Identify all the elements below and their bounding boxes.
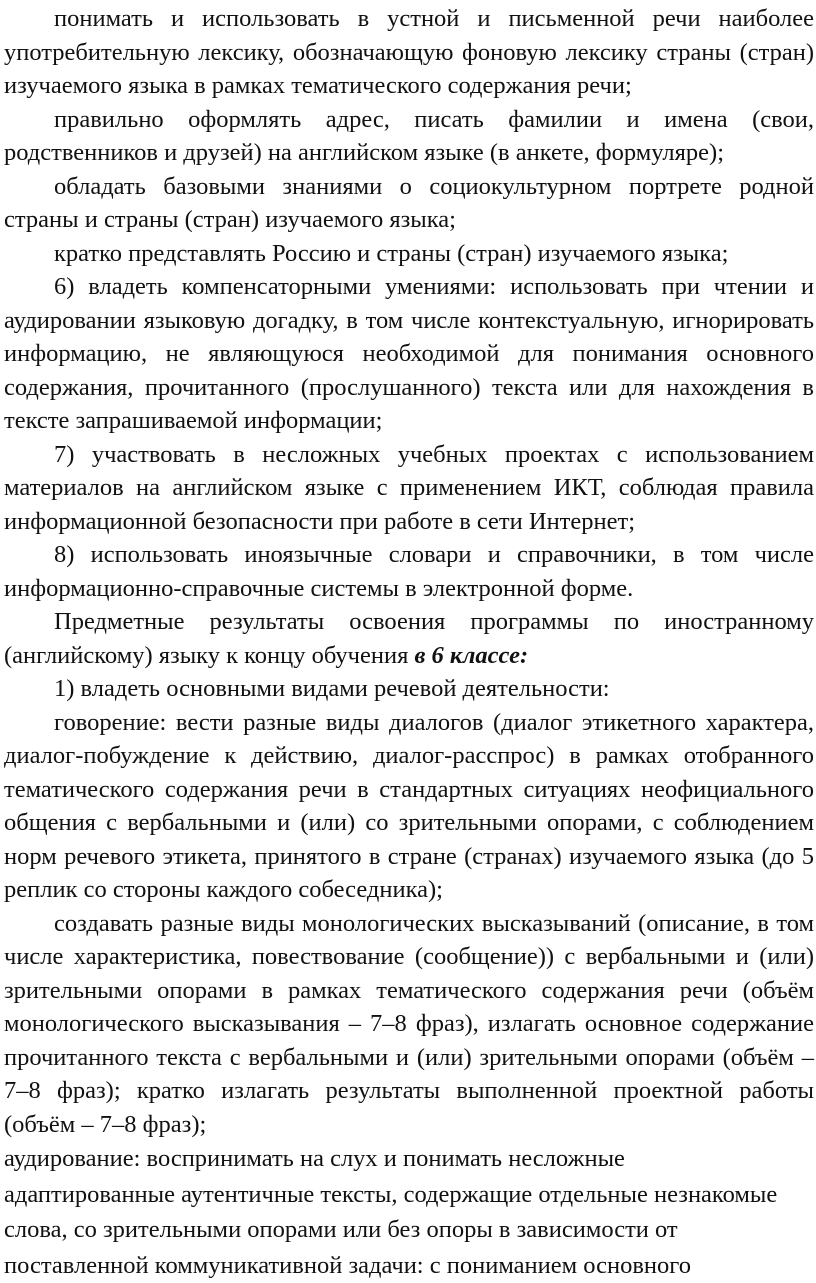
subject-results-text: Предметные результаты освоения программы по иностранному (английскому) языку к концу обучения xyxy=(4,608,814,669)
document-page xyxy=(4,2,814,1283)
grade-emphasis: в 6 классе: xyxy=(414,642,528,669)
paragraph-compensatory-skills: 6) владеть компенсаторными умениями: использовать при чтении и аудировании языковую догадку, в том числе контекстуальную, игнорировать информацию, не являющуюся необходимой для понимания основного содержания, прочитанного (прослушанного) текста или для нахождения в тексте запрашиваемой информации; xyxy=(4,270,814,438)
paragraph-dictionaries: 8) использовать иноязычные словари и справочники, в том числе информационно-справочные системы в электронной форме. xyxy=(4,538,814,605)
paragraph-monologue: создавать разные виды монологических высказываний (описание, в том числе характеристика, повествование (сообщение)) с вербальными и (или) зрительными опорами в рамках тематического содержания речи (объём монологического высказывания – 7–8 фраз), излагать основное содержание прочитанного текста с вербальными и (или) зрительными опорами (объём – 7–8 фраз); кратко излагать результаты выполненной проектной работы (объём – 7–8 фраз); xyxy=(4,907,814,1142)
paragraph-subject-results xyxy=(4,605,814,672)
listening-line-1: аудирование: воспринимать на слух и понимать несложные xyxy=(4,1141,814,1177)
listening-line-4: поставленной коммуникативной задачи: с пониманием основного xyxy=(4,1248,814,1283)
paragraph-present-russia: кратко представлять Россию и страны (стран) изучаемого языка; xyxy=(4,237,814,271)
paragraph-projects: 7) участвовать в несложных учебных проектах с использованием материалов на английском языке с применением ИКТ, соблюдая правила информационной безопасности при работе в сети Интернет; xyxy=(4,438,814,539)
listening-line-2: адаптированные аутентичные тексты, содержащие отдельные незнакомые xyxy=(4,1177,814,1213)
paragraph-sociocultural: обладать базовыми знаниями о социокультурном портрете родной страны и страны (стран) изучаемого языка; xyxy=(4,170,814,237)
paragraph-vocabulary: понимать и использовать в устной и письменной речи наиболее употребительную лексику, обозначающую фоновую лексику страны (стран) изучаемого языка в рамках тематического содержания речи; xyxy=(4,2,814,103)
paragraph-speaking: говорение: вести разные виды диалогов (диалог этикетного характера, диалог-побуждение к действию, диалог-расспрос) в рамках отобранного тематического содержания речи в стандартных ситуациях неофициального общения с вербальными и (или) со зрительными опорами, с соблюдением норм речевого этикета, принятого в стране (странах) изучаемого языка (до 5 реплик со стороны каждого собеседника); xyxy=(4,706,814,907)
paragraph-address: правильно оформлять адрес, писать фамилии и имена (свои, родственников и друзей) на английском языке (в анкете, формуляре); xyxy=(4,103,814,170)
listening-block xyxy=(4,1141,814,1283)
listening-line-3: слова, со зрительными опорами или без опоры в зависимости от xyxy=(4,1212,814,1248)
paragraph-speech-activities: 1) владеть основными видами речевой деятельности: xyxy=(4,672,814,706)
